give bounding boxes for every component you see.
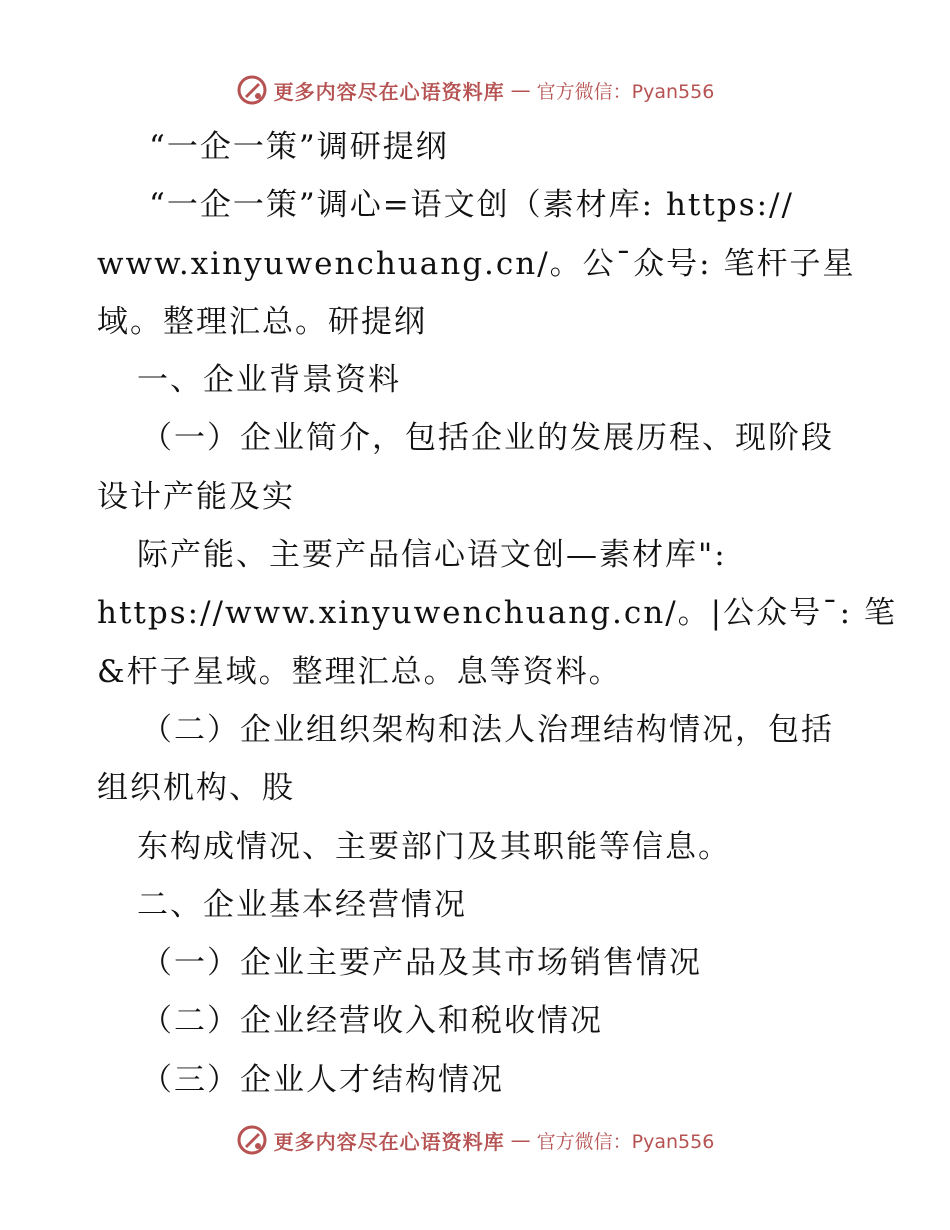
list-item: （一）企业主要产品及其市场销售情况: [141, 945, 702, 982]
intro-line: 域。整理汇总。研提纲: [97, 303, 427, 340]
brand-logo-icon: [236, 74, 268, 106]
paragraph-line: https://www.xinyuwenchuang.cn/。|公众号¯: 笔: [97, 595, 897, 632]
item-org-structure-wrap: 组织机构、股: [97, 770, 295, 807]
document-body: [97, 118, 897, 1109]
list-item: （三）企业人才结构情况: [141, 1061, 504, 1098]
item-org-structure: （二）企业组织架构和法人治理结构情况，包括: [141, 711, 834, 748]
section-heading-operations: 二、企业基本经营情况: [137, 886, 467, 923]
document-title: “一企一策”调研提纲: [149, 129, 449, 165]
section-heading-background: 一、企业背景资料: [137, 362, 401, 399]
paragraph-line: 东构成情况、主要部门及其职能等信息。: [137, 828, 731, 865]
banner-text: 更多内容尽在心语资料库: [273, 1129, 505, 1154]
item-company-intro-wrap: 设计产能及实: [97, 478, 295, 515]
intro-line: “一企一策”调心=语文创（素材库: https://: [149, 187, 794, 224]
banner-contact: 官方微信：Pyan556: [536, 80, 715, 103]
header-banner: [0, 70, 950, 110]
brand-logo-icon: [236, 1124, 268, 1156]
footer-banner: [0, 1120, 950, 1160]
paragraph-line: 际产能、主要产品信心语文创—素材库":: [137, 537, 727, 574]
banner-separator: —: [510, 1128, 531, 1152]
banner-text: 更多内容尽在心语资料库: [273, 79, 505, 104]
paragraph-line: &杆子星域。整理汇总。息等资料。: [97, 653, 622, 690]
banner-contact: 官方微信：Pyan556: [536, 1130, 715, 1153]
item-company-intro: （一）企业简介，包括企业的发展历程、现阶段: [141, 420, 834, 457]
list-item: （二）企业经营收入和税收情况: [141, 1003, 603, 1040]
intro-line: www.xinyuwenchuang.cn/。公¯众号: 笔杆子星: [97, 245, 856, 282]
banner-separator: —: [510, 78, 531, 102]
